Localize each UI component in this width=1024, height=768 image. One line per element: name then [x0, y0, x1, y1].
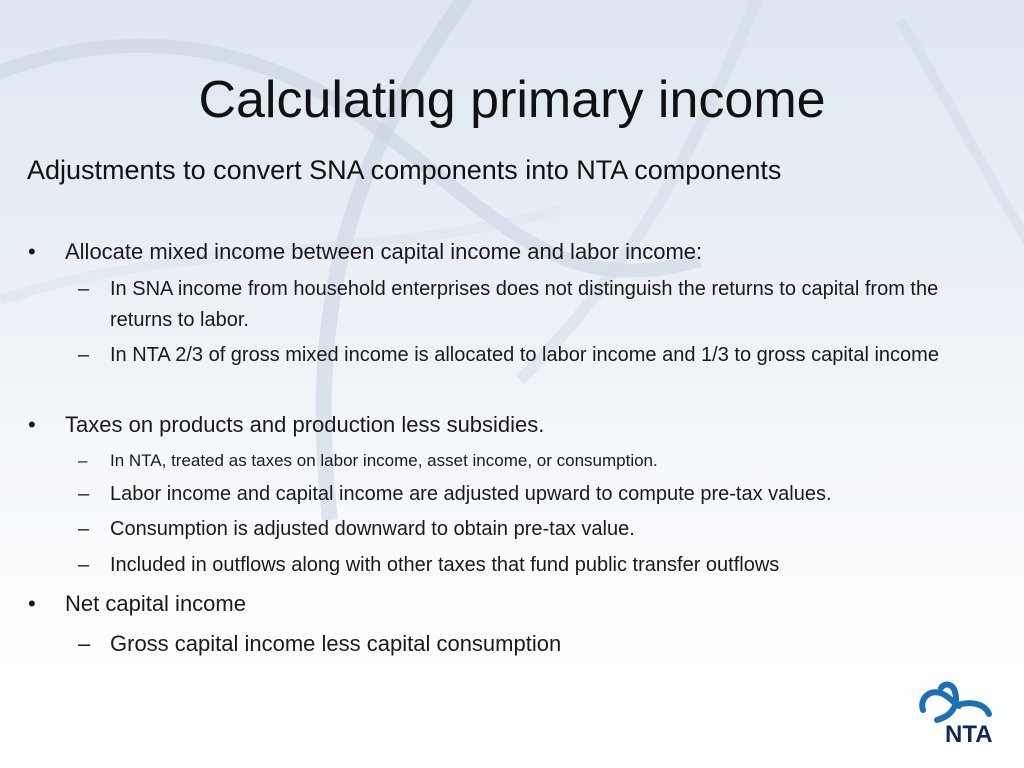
- bullet-text: Net capital income: [65, 591, 246, 616]
- bullet-marker: •: [28, 412, 36, 437]
- dash-marker: –: [78, 278, 90, 300]
- dash-marker: –: [78, 344, 90, 366]
- sub-bullet-text: Gross capital income less capital consumption: [110, 631, 562, 656]
- sub-bullet-text: Consumption is adjusted downward to obtain pre-tax value.: [110, 518, 635, 540]
- dash-marker: –: [78, 483, 90, 505]
- dash-marker: –: [78, 451, 88, 470]
- dash-marker: –: [78, 631, 91, 656]
- slide-title: Calculating primary income: [198, 71, 826, 129]
- sub-bullet-text: In NTA, treated as taxes on labor income, asset income, or consumption.: [110, 451, 658, 470]
- slide-subtitle: Adjustments to convert SNA components into NTA components: [27, 155, 782, 185]
- sub-bullet-text: Included in outflows along with other taxes that fund public transfer outflows: [110, 554, 780, 576]
- dash-marker: –: [78, 554, 90, 576]
- bullet-marker: •: [28, 591, 36, 616]
- bullet-text: Taxes on products and production less subsidies.: [65, 412, 545, 437]
- sub-bullet-text: In SNA income from household enterprises does not distinguish the returns to capital from the returns to labor.: [110, 278, 939, 331]
- sub-bullet-text: In NTA 2/3 of gross mixed income is allocated to labor income and 1/3 to gross capital income: [110, 344, 939, 366]
- bullet-text: Allocate mixed income between capital income and labor income:: [65, 239, 703, 264]
- logo-text: NTA: [945, 721, 993, 748]
- dash-marker: –: [78, 518, 90, 540]
- sub-bullet-text: Labor income and capital income are adjusted upward to compute pre-tax values.: [110, 483, 832, 505]
- bullet-marker: •: [28, 239, 36, 264]
- nta-logo-icon: [915, 680, 1005, 750]
